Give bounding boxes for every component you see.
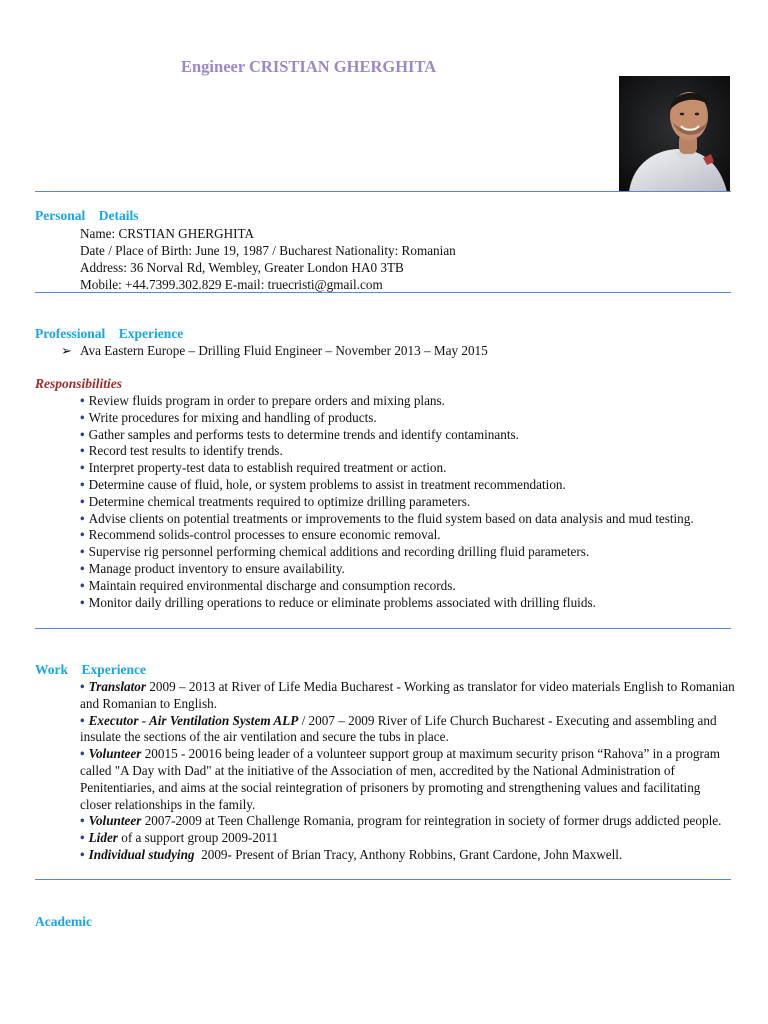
job-title-line: Ava Eastern Europe – Drilling Fluid Engineer – November 2013 – May 2015 [80, 343, 488, 358]
list-item [80, 393, 735, 410]
bullet-icon: • [80, 712, 85, 728]
section-heading-professional-experience: Professional Experience [35, 326, 184, 341]
list-item [80, 713, 735, 747]
responsibility-text: Review fluids program in order to prepare orders and mixing plans. [88, 393, 445, 408]
list-item [80, 595, 735, 612]
bullet-icon: • [80, 510, 85, 526]
section-heading-personal-details: Personal Details [35, 208, 139, 223]
bullet-icon: • [80, 846, 85, 862]
list-item [80, 561, 735, 578]
bullet-icon: • [80, 476, 85, 492]
work-description: 2009- Present of Brian Tracy, Anthony Robbins, Grant Cardone, John Maxwell. [194, 846, 623, 862]
bullet-icon: • [80, 679, 85, 694]
bullet-icon: • [80, 830, 85, 846]
page-title: Engineer CRISTIAN GHERGHITA [181, 57, 437, 76]
responsibility-text: Supervise rig personnel performing chemical additions and recording drilling fluid parameters. [88, 544, 590, 560]
list-item [80, 544, 735, 561]
divider-rule [35, 191, 731, 192]
responsibility-text: Record test results to identify trends. [88, 443, 283, 459]
personal-birth: Date / Place of Birth: June 19, 1987 / Bucharest Nationality: Romanian [80, 243, 456, 258]
responsibility-text: Determine chemical treatments required to optimize drilling parameters. [88, 493, 471, 509]
work-role: Translator [88, 679, 147, 694]
section-heading-academic: Academic [35, 914, 92, 929]
responsibilities-heading: Responsibilities [35, 376, 123, 391]
bullet-icon: • [80, 594, 85, 610]
responsibility-text: Determine cause of fluid, hole, or system problems to assist in treatment recommendation. [88, 476, 566, 492]
bullet-icon: • [80, 813, 85, 829]
list-item [80, 410, 735, 427]
bullet-icon: • [80, 746, 85, 762]
work-description: / 2007 – 2009 River of Life Church Bucharest - Executing and assembling and insulate the sections of the air ventilation and secure the tubs in place. [80, 712, 720, 745]
list-item [80, 830, 735, 847]
bullet-icon: • [80, 460, 85, 476]
responsibility-text: Manage product inventory to ensure availability. [88, 560, 345, 576]
bullet-icon: • [80, 443, 85, 459]
bullet-icon: • [80, 577, 85, 593]
list-item [80, 427, 735, 444]
work-role: Volunteer [88, 746, 142, 762]
list-item [80, 443, 735, 460]
arrow-bullet-icon: ➢ [61, 343, 73, 358]
work-role: Executor - Air Ventilation System ALP [88, 712, 299, 728]
responsibility-text: Monitor daily drilling operations to reduce or eliminate problems associated with drilling fluids. [88, 594, 596, 610]
bullet-icon: • [80, 409, 85, 425]
list-item [80, 494, 735, 511]
work-experience-list [80, 679, 739, 864]
section-heading-work-experience: Work Experience [35, 662, 146, 677]
list-item [80, 511, 735, 528]
work-role: Lider [88, 830, 118, 846]
list-item [80, 679, 739, 713]
bullet-icon: • [80, 544, 85, 560]
responsibility-text: Interpret property-test data to establish required treatment or action. [88, 460, 447, 476]
list-item [80, 746, 735, 813]
divider-rule [35, 628, 731, 629]
divider-rule [35, 879, 731, 880]
responsibility-text: Maintain required environmental discharge and consumption records. [88, 577, 456, 593]
portrait-image [619, 76, 730, 192]
responsibility-text: Recommend solids-control processes to ensure economic removal. [88, 527, 441, 543]
bullet-icon: • [80, 393, 85, 408]
responsibility-text: Advise clients on potential treatments or improvements to the fluid system based on data analysis and mud testing. [88, 510, 694, 526]
list-item [80, 527, 735, 544]
list-item [80, 477, 735, 494]
bullet-icon: • [80, 560, 85, 576]
job-entry [61, 343, 488, 359]
work-description: of a support group 2009-2011 [117, 830, 279, 846]
list-item [80, 847, 735, 864]
work-description: 2009 – 2013 at River of Life Media Bucharest - Working as translator for video materials English to Romanian and Romanian to English. [80, 679, 739, 711]
responsibilities-list [80, 393, 735, 611]
personal-contact: Mobile: +44.7399.302.829 E-mail: truecristi@gmail.com [80, 277, 383, 292]
work-description: 20015 - 20016 being leader of a volunteer support group at maximum security prison “Rahova” in a program called "A Day with Dad" at the initiative of the Association of men, accredited by the National Administration of Penitentiaries, and aims at the social reintegration of prisoners by promoting and strengthening values and facilitating closer relationships in the family. [80, 746, 724, 812]
work-description: 2007-2009 at Teen Challenge Romania, program for reintegration in society of former drugs addicted people. [141, 813, 722, 829]
work-role: Volunteer [88, 813, 142, 829]
bullet-icon: • [80, 426, 85, 442]
bullet-icon: • [80, 527, 85, 543]
personal-name: Name: CRSTIAN GHERGHITA [80, 226, 255, 241]
profile-photo [619, 76, 730, 192]
responsibility-text: Gather samples and performs tests to determine trends and identify contaminants. [88, 426, 519, 442]
list-item [80, 578, 735, 595]
list-item [80, 460, 735, 477]
responsibility-text: Write procedures for mixing and handling of products. [88, 409, 377, 425]
work-role: Individual studying [88, 846, 195, 862]
list-item [80, 813, 735, 830]
bullet-icon: • [80, 493, 85, 509]
divider-rule [35, 292, 731, 293]
personal-address: Address: 36 Norval Rd, Wembley, Greater London HA0 3TB [80, 260, 404, 275]
